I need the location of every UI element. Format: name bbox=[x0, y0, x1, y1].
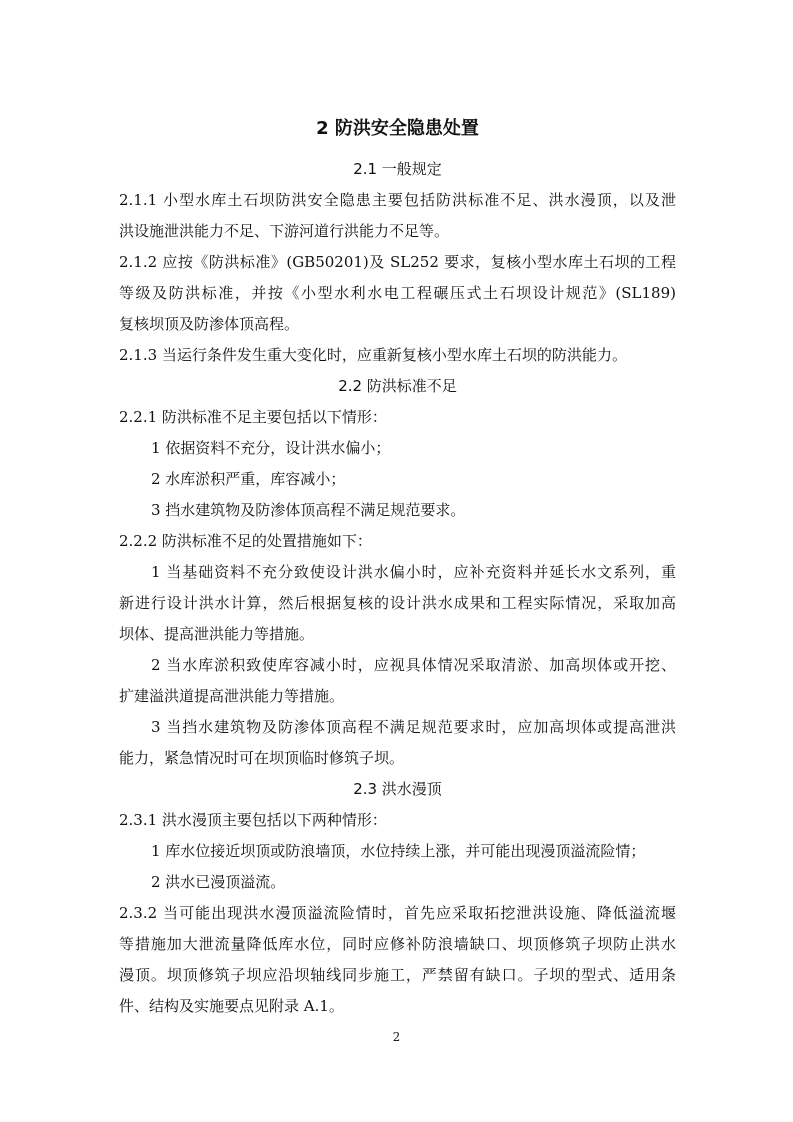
measure-2-line-1: 2 当水库淤积致使库容减小时，应视具体情况采取清淤、加高坝体或开挖、 bbox=[151, 656, 676, 674]
clause-2-3-1: 2.3.1 洪水漫顶主要包括以下两种情形： bbox=[119, 811, 387, 829]
measure-1-line-2: 新进行设计洪水计算，然后根据复核的设计洪水成果和工程实际情况，采取加高 bbox=[119, 594, 676, 612]
measure-3-line-2: 能力，紧急情况时可在坝顶临时修筑子坝。 bbox=[119, 749, 405, 767]
clause-2-2-1: 2.2.1 防洪标准不足主要包括以下情形： bbox=[119, 408, 387, 426]
measure-1-line-3: 坝体、提高泄洪能力等措施。 bbox=[119, 625, 315, 643]
page-number: 2 bbox=[392, 1030, 401, 1044]
clause-2-3-2-line-3: 漫顶。坝顶修筑子坝应沿坝轴线同步施工，严禁留有缺口。子坝的型式、适用条 bbox=[119, 966, 676, 984]
clause-2-3-2-line-1: 2.3.2 当可能出现洪水漫顶溢流险情时，首先应采取拓挖泄洪设施、降低溢流堰 bbox=[119, 904, 676, 922]
clause-2-3-1-item-1: 1 库水位接近坝顶或防浪墙顶，水位持续上涨，并可能出现漫顶溢流险情； bbox=[151, 842, 646, 860]
clause-2-3-2-line-4: 件、结构及实施要点见附录 A.1。 bbox=[119, 997, 344, 1015]
clause-2-1-2-line-3: 复核坝顶及防渗体顶高程。 bbox=[119, 315, 300, 333]
section-title-2-3: 2.3 洪水漫顶 bbox=[353, 780, 442, 798]
chapter-title: 2 防洪安全隐患处置 bbox=[316, 118, 479, 139]
section-title-2-1: 2.1 一般规定 bbox=[353, 160, 442, 178]
clause-2-2-2: 2.2.2 防洪标准不足的处置措施如下： bbox=[119, 532, 372, 550]
clause-2-2-1-item-3: 3 挡水建筑物及防渗体顶高程不满足规范要求。 bbox=[151, 501, 466, 519]
clause-2-1-1-line-2: 洪设施泄洪能力不足、下游河道行洪能力不足等。 bbox=[119, 222, 450, 240]
measure-2-line-2: 扩建溢洪道提高泄洪能力等措施。 bbox=[119, 687, 345, 705]
page-content bbox=[119, 112, 676, 1022]
clause-2-1-1-line-1: 2.1.1 小型水库土石坝防洪安全隐患主要包括防洪标准不足、洪水漫顶，以及泄 bbox=[119, 191, 676, 209]
measure-3-line-1: 3 当挡水建筑物及防渗体顶高程不满足规范要求时，应加高坝体或提高泄洪 bbox=[151, 718, 676, 736]
clause-2-3-1-item-2: 2 洪水已漫顶溢流。 bbox=[151, 873, 286, 891]
clause-2-2-1-item-1: 1 依据资料不充分，设计洪水偏小； bbox=[151, 439, 391, 457]
clause-2-1-3-line-1: 2.1.3 当运行条件发生重大变化时，应重新复核小型水库土石坝的防洪能力。 bbox=[119, 346, 627, 364]
clause-2-3-2-line-2: 等措施加大泄流量降低库水位，同时应修补防浪墙缺口、坝顶修筑子坝防止洪水 bbox=[119, 935, 676, 953]
clause-2-1-2-line-2: 等级及防洪标准，并按《小型水利水电工程碾压式土石坝设计规范》(SL189) bbox=[119, 284, 676, 302]
section-title-2-2: 2.2 防洪标准不足 bbox=[338, 377, 457, 395]
measure-1-line-1: 1 当基础资料不充分致使设计洪水偏小时，应补充资料并延长水文系列，重 bbox=[151, 563, 676, 581]
clause-2-1-2-line-1: 2.1.2 应按《防洪标准》(GB50201)及 SL252 要求，复核小型水库土石坝的工程 bbox=[119, 253, 676, 271]
clause-2-2-1-item-2: 2 水库淤积严重，库容减小； bbox=[151, 470, 346, 488]
